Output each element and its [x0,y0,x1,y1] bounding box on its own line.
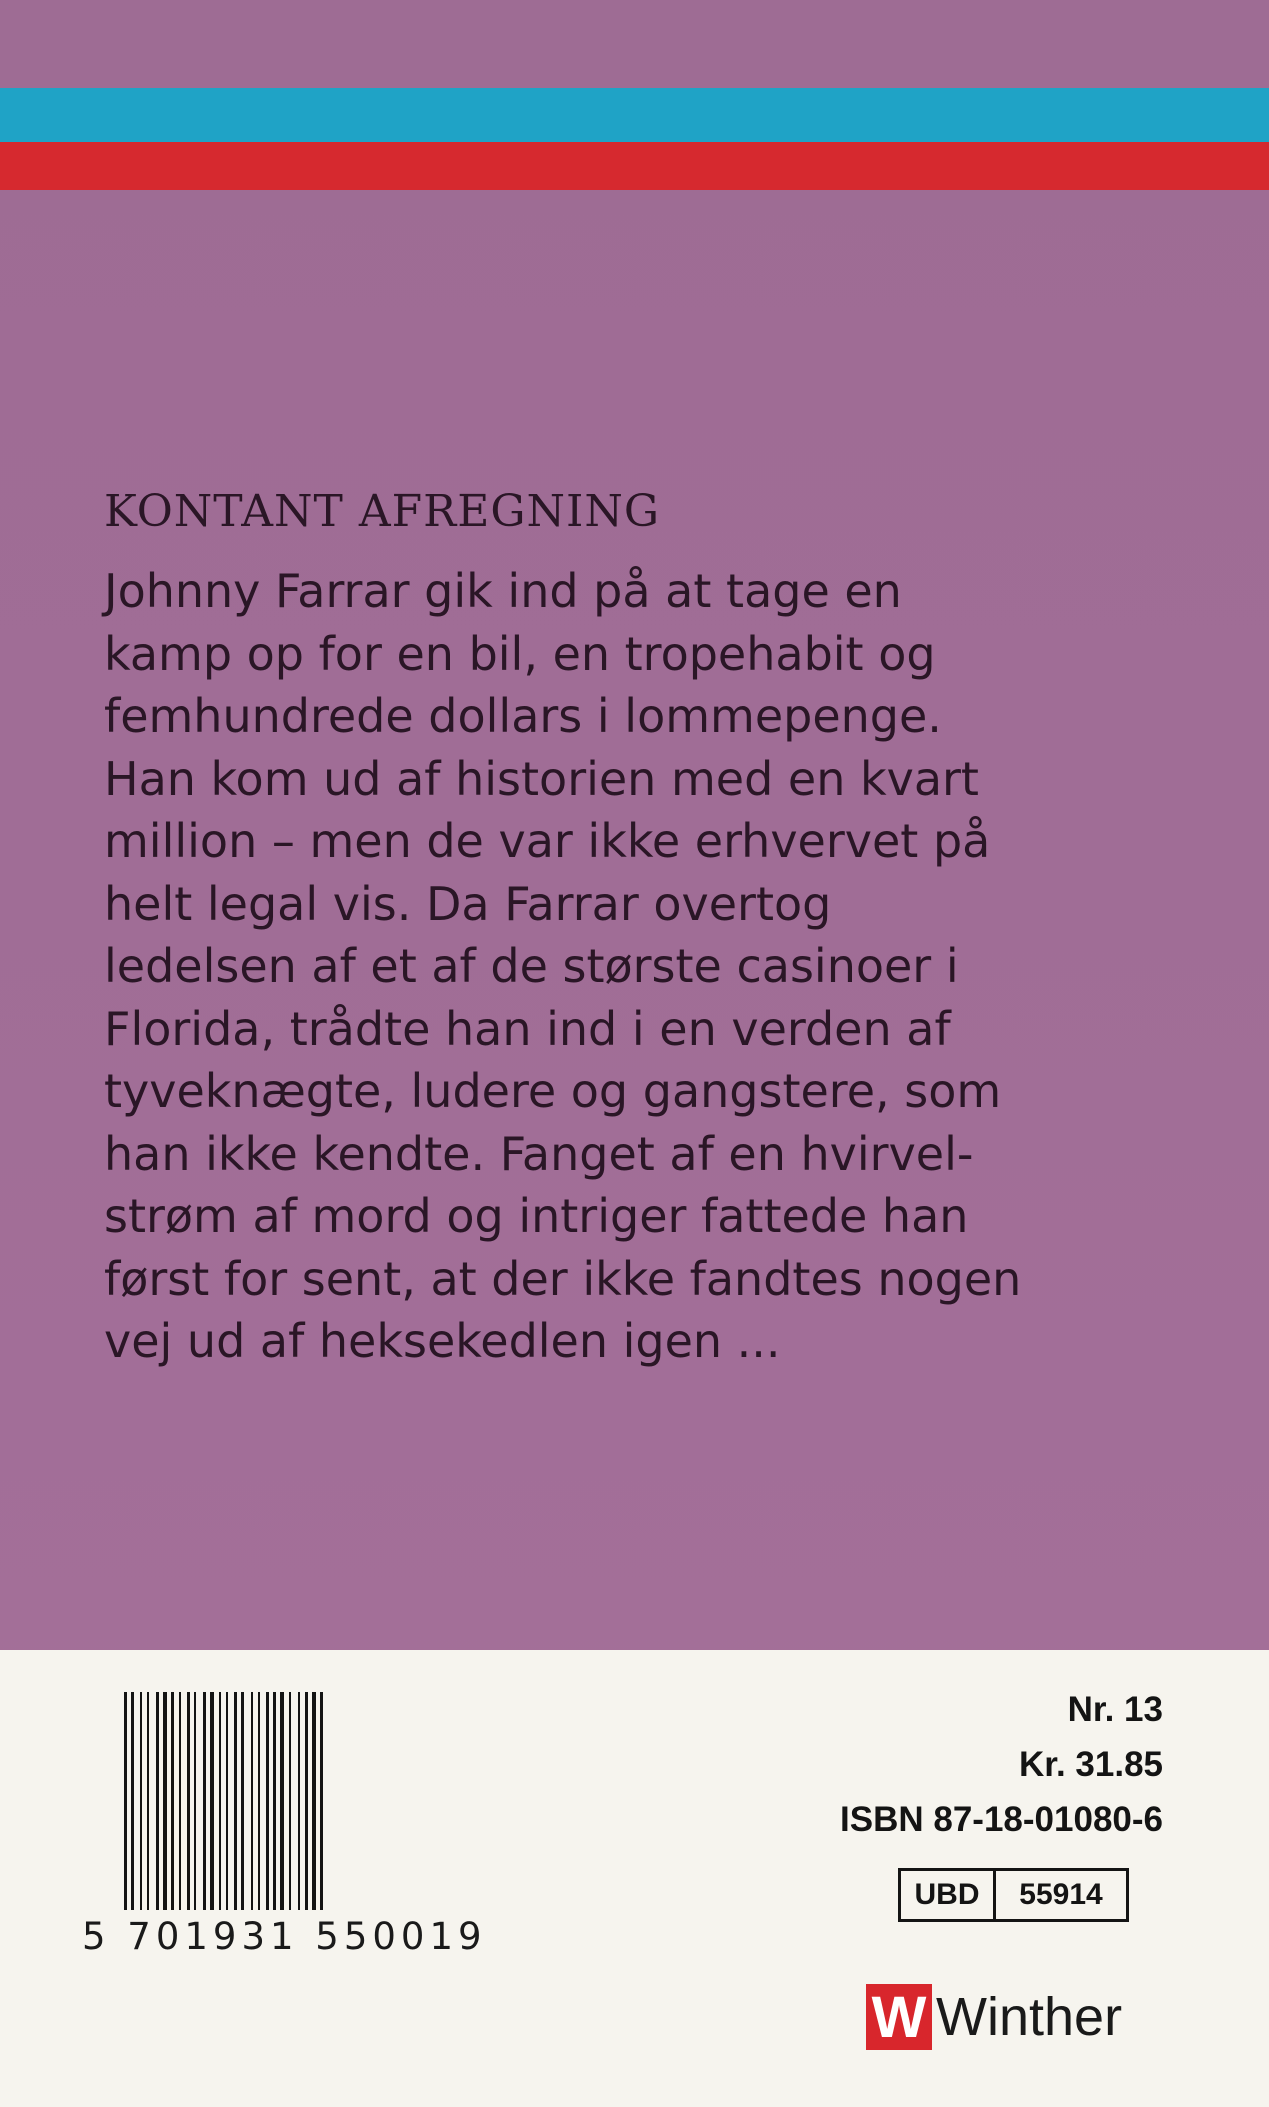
price: Kr. 31.85 [1019,1745,1163,1784]
barcode-bar [289,1692,291,1910]
blurb-title: KONTANT AFREGNING [104,486,661,537]
barcode-bar [320,1692,323,1910]
barcode-bar [219,1692,221,1910]
red-stripe [0,142,1269,190]
publisher-mark-icon: W [866,1984,932,2050]
barcode-icon [122,1692,502,1910]
barcode-bar [226,1692,228,1910]
blurb-line: tyveknægte, ludere og gangstere, som [104,1064,1002,1118]
blurb-line: først for sent, at der ikke fandtes nogen [104,1251,1022,1306]
series-number: Nr. 13 [1067,1690,1163,1729]
blurb-line: vej ud af heksekedlen igen ... [104,1314,781,1368]
blurb-line: han ikke kendte. Fanget af en hvirvel- [104,1126,974,1181]
barcode-bar [280,1692,284,1910]
ubd-label: UBD [901,1871,996,1919]
barcode-bar [273,1692,276,1910]
barcode-bar [179,1692,181,1910]
barcode-bar [241,1692,244,1910]
cyan-stripe [0,88,1269,142]
blurb-line: strøm af mord og intriger fattede han [104,1189,969,1243]
barcode-bar [171,1692,174,1910]
blurb-line: Johnny Farrar gik ind på at tage en [104,564,902,618]
barcode-bar [156,1692,159,1910]
blurb [104,480,1164,1373]
barcode-bar [147,1692,149,1910]
barcode-bar [234,1692,237,1910]
barcode-bar [131,1692,134,1910]
blurb-line: million – men de var ikke erhvervet på [104,814,991,868]
book-info [840,1682,1163,1847]
blurb-line: femhundrede dollars i lommepenge. [104,689,942,743]
barcode-bar [266,1692,269,1910]
barcode-bar [210,1692,214,1910]
barcode-bar [187,1692,190,1910]
barcode-bar [140,1692,142,1910]
barcode-bar [312,1692,316,1910]
blurb-line: Han kom ud af historien med en kvart [104,751,979,806]
barcode-bar [298,1692,300,1910]
blurb-line: kamp op for en bil, en tropehabit og [104,626,936,681]
barcode-bar [194,1692,196,1910]
ubd-box [898,1868,1129,1922]
isbn: ISBN 87-18-01080-6 [840,1800,1163,1839]
barcode-bar [258,1692,260,1910]
barcode-bar [124,1692,127,1910]
ubd-code: 55914 [1019,1878,1103,1911]
publisher-logo [866,1984,1122,2050]
barcode-bar [203,1692,206,1910]
blurb-line: helt legal vis. Da Farrar overtog [104,876,832,931]
barcode-bar [163,1692,167,1910]
barcode-digits: 5 701931 550019 [82,1915,487,1958]
publisher-name: Winther [936,1987,1123,2047]
barcode-bar [251,1692,253,1910]
blurb-line: Florida, trådte han ind i en verden af [104,1001,951,1056]
blurb-line: ledelsen af et af de største casinoer i [104,939,959,993]
barcode-bar [305,1692,308,1910]
